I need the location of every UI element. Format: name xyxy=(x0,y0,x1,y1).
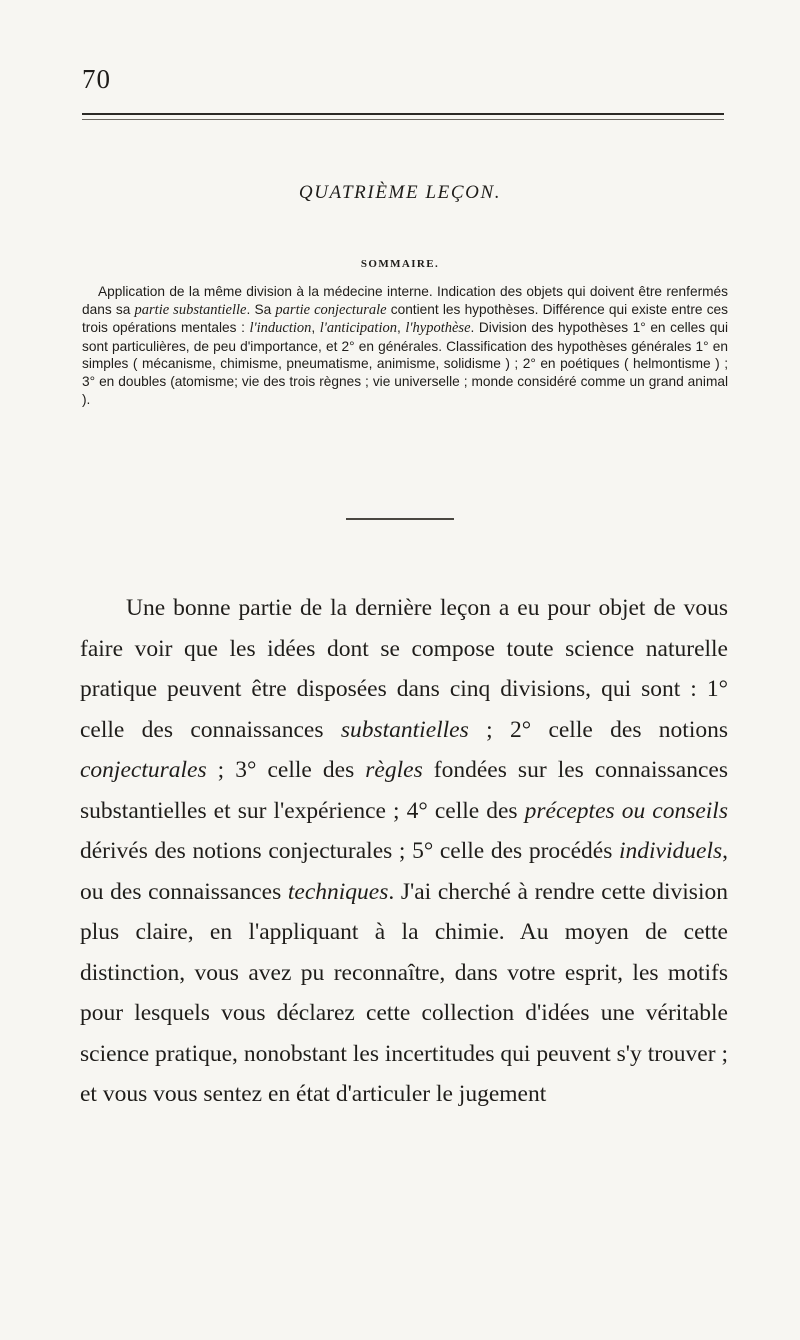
body-italic-run: préceptes ou conseils xyxy=(524,797,728,824)
summary-italic-run: l'hypothèse xyxy=(405,320,471,337)
page-number: 70 xyxy=(82,64,111,94)
header-rule-thin xyxy=(82,119,724,120)
body-text-run: fondées sur les connaissances substantielles et sur l'expérience ; 4° celle des xyxy=(80,757,728,824)
lesson-title: QUATRIÈME LEÇON. xyxy=(298,182,502,203)
header-rule xyxy=(82,113,724,115)
summary-text-run: , xyxy=(397,320,406,336)
summary-text-run: . Division des hypothèses 1° en celles qui sont particulières, de peu d'importance, et 2° en générales. Classification des hypothèses générales 1° en simples ( mécanisme, chimisme, pneumatisme, animisme, solidisme ) ; 2° en poétiques ( helmontisme ) ; 3° en doubles (atomisme; vie des trois règnes ; vie universelle ; monde considéré comme un grand animal ). xyxy=(82,320,728,407)
body-paragraph xyxy=(80,588,728,1115)
summary-text-run: Application de la même division à la médecine interne. Indication des objets qui doivent être renfermés dans sa xyxy=(82,284,728,317)
summary-text-run: , xyxy=(311,320,320,336)
body-text-run: ; 2° celle des notions xyxy=(468,716,729,743)
summary-italic-run: l'anticipation xyxy=(319,320,397,337)
sommaire-heading: SOMMAIRE. xyxy=(360,258,440,270)
summary-text-run: contient les hypothèses. Différence qui existe entre ces trois opérations mentales : xyxy=(82,301,728,336)
body-text-run: dérivés des notions conjecturales ; 5° celle des procédés xyxy=(80,838,619,864)
body-text-run: , ou des connaissances xyxy=(80,838,728,905)
body-text-run: ; 3° celle des xyxy=(206,757,366,783)
summary-text-run: . Sa xyxy=(246,301,276,317)
body-italic-run: individuels xyxy=(619,838,723,864)
body-text-run: Une bonne partie de la dernière leçon a eu pour objet de vous faire voir que les idées dont se compose toute science naturelle pratique peuvent être disposées dans cinq divisions, qui sont : 1° celle des connaissances xyxy=(80,595,728,743)
body-italic-run: techniques xyxy=(287,878,389,905)
summary-paragraph xyxy=(82,283,728,408)
body-italic-run: conjecturales xyxy=(80,757,207,783)
body-italic-run: substantielles xyxy=(340,716,469,743)
body-text-run: . J'ai cherché à rendre cette division plus claire, en l'appliquant à la chimie. Au moyen de cette distinction, vous avez pu reconnaître, dans votre esprit, les motifs pour lesquels vous déclarez cette collection d'idées une véritable science pratique, nonobstant les incertitudes qui peuvent s'y trouver ; et vous vous sentez en état d'articuler le jugement xyxy=(80,878,728,1107)
section-separator xyxy=(346,518,454,520)
body-italic-run: règles xyxy=(365,757,423,783)
summary-italic-run: partie substantielle xyxy=(134,301,247,318)
summary-italic-run: partie conjecturale xyxy=(275,301,387,318)
summary-italic-run: l'induction xyxy=(249,320,312,337)
